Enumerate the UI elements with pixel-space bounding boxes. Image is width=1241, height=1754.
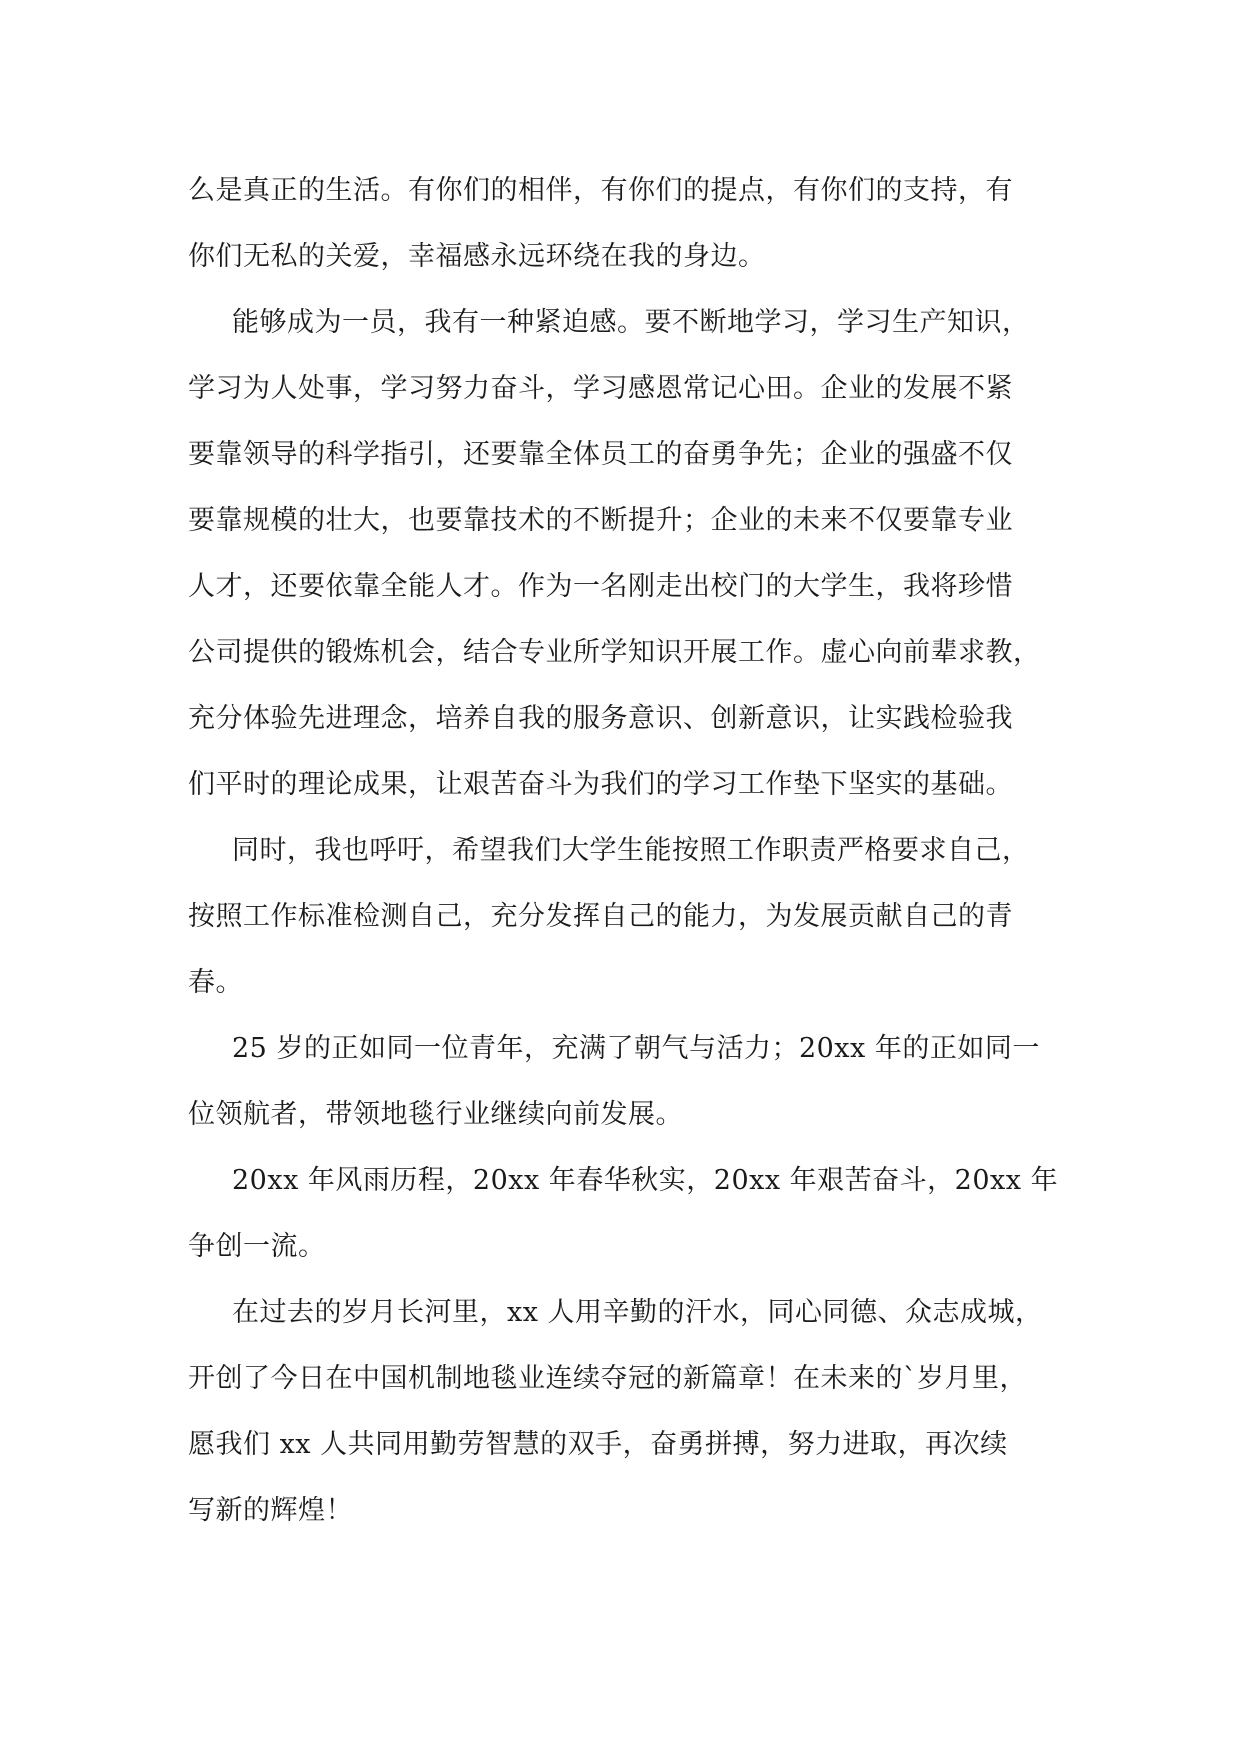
text-line: 要靠规模的壮大，也要靠技术的不断提升；企业的未来不仅要靠专业 bbox=[188, 505, 1013, 536]
text-line: 要靠领导的科学指引，还要靠全体员工的奋勇争先；企业的强盛不仅 bbox=[188, 439, 1013, 470]
text-line: 们平时的理论成果，让艰苦奋斗为我们的学习工作垫下坚实的基础。 bbox=[188, 769, 1013, 800]
text-line: 学习为人处事，学习努力奋斗，学习感恩常记心田。企业的发展不紧 bbox=[188, 373, 1013, 404]
paragraph bbox=[188, 1016, 1058, 1148]
text-line: 么是真正的生活。有你们的相伴，有你们的提点，有你们的支持，有 bbox=[188, 175, 1013, 206]
text-line: 能够成为一员，我有一种紧迫感。要不断地学习，学习生产知识， bbox=[232, 307, 1030, 338]
paragraph bbox=[188, 1280, 1058, 1544]
text-line: 春。 bbox=[188, 967, 243, 998]
text-line: 开创了今日在中国机制地毯业连续夺冠的新篇章！在未来的`岁月里， bbox=[188, 1363, 1027, 1394]
paragraph bbox=[188, 290, 1058, 818]
text-line: 人才，还要依靠全能人才。作为一名刚走出校门的大学生，我将珍惜 bbox=[188, 571, 1013, 602]
text-line: 充分体验先进理念，培养自我的服务意识、创新意识，让实践检验我 bbox=[188, 703, 1013, 734]
text-line: 公司提供的锻炼机会，结合专业所学知识开展工作。虚心向前辈求教， bbox=[188, 637, 1041, 668]
paragraph bbox=[188, 158, 1058, 290]
paragraph bbox=[188, 1148, 1058, 1280]
paragraph bbox=[188, 818, 1058, 1016]
document-body bbox=[188, 158, 1058, 1544]
text-line: 同时，我也呼吁，希望我们大学生能按照工作职责严格要求自己， bbox=[232, 835, 1030, 866]
text-line: 写新的辉煌！ bbox=[188, 1495, 353, 1526]
text-line: 你们无私的关爱，幸福感永远环绕在我的身边。 bbox=[188, 241, 766, 272]
text-line: 25 岁的正如同一位青年，充满了朝气与活力；20xx 年的正如同一 bbox=[232, 1033, 1040, 1064]
text-line: 位领航者，带领地毯行业继续向前发展。 bbox=[188, 1099, 683, 1130]
text-line: 在过去的岁月长河里，xx 人用辛勤的汗水，同心同德、众志成城， bbox=[232, 1297, 1043, 1328]
text-line: 争创一流。 bbox=[188, 1231, 326, 1262]
text-line: 按照工作标准检测自己，充分发挥自己的能力，为发展贡献自己的青 bbox=[188, 901, 1013, 932]
text-line: 20xx 年风雨历程，20xx 年春华秋实，20xx 年艰苦奋斗，20xx 年 bbox=[232, 1165, 1058, 1196]
text-line: 愿我们 xx 人共同用勤劳智慧的双手，奋勇拼搏，努力进取，再次续 bbox=[188, 1429, 1008, 1460]
